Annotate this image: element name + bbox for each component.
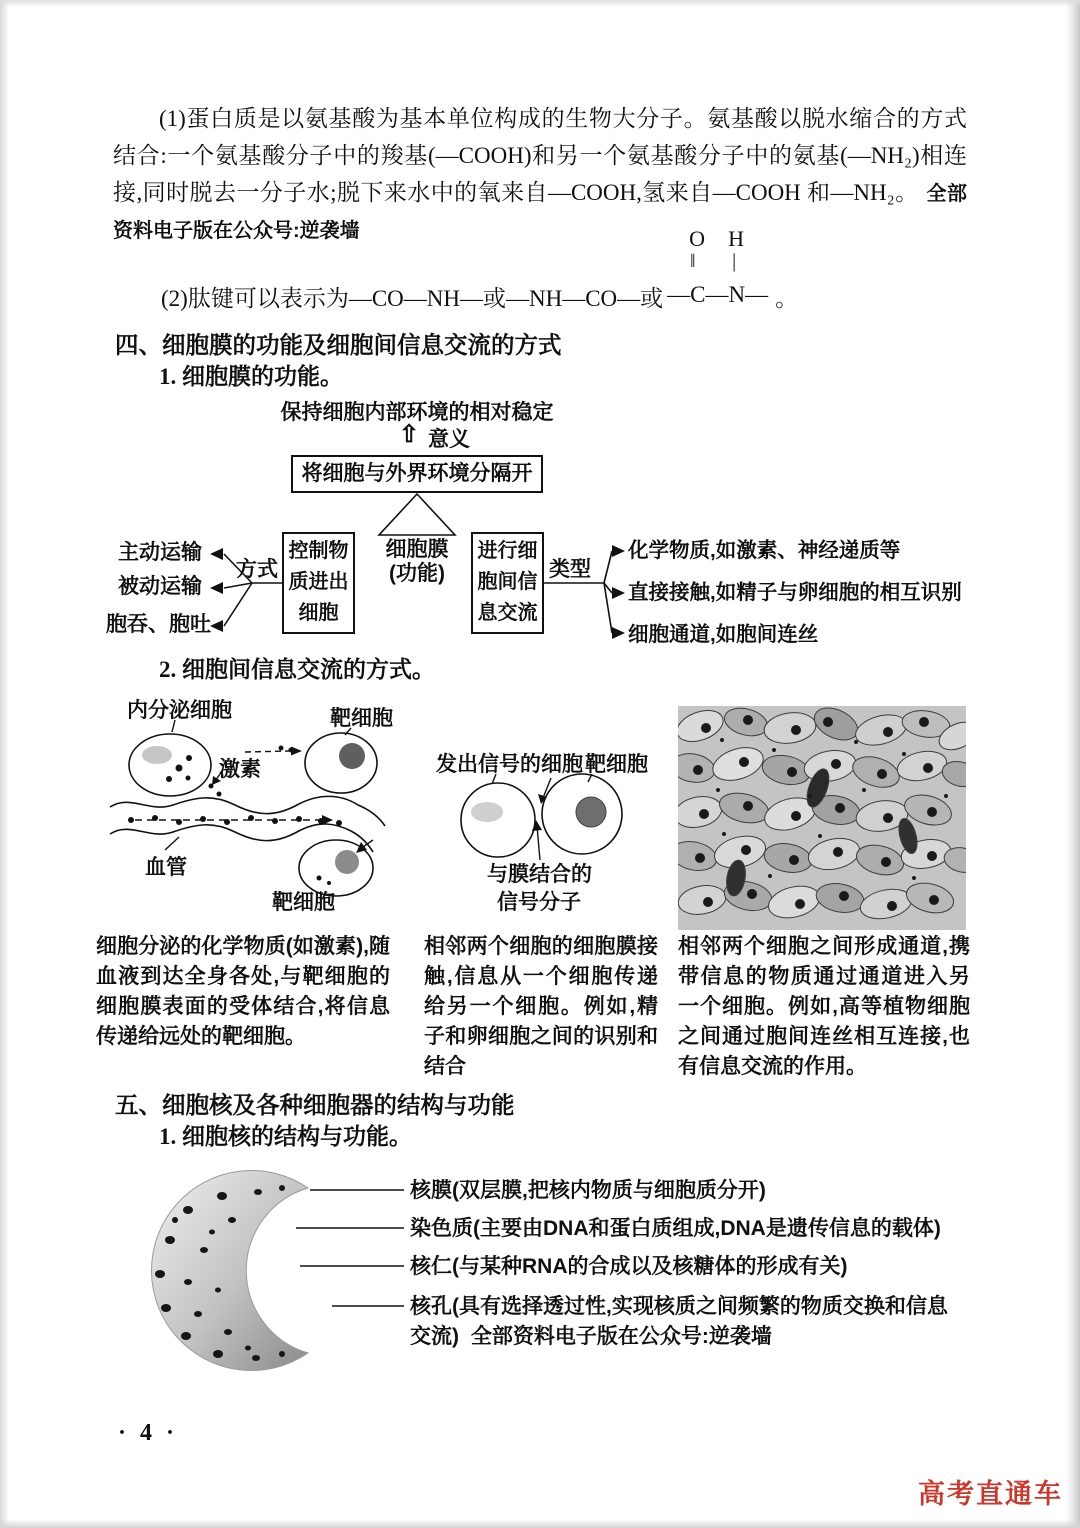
diagram-center-line1: 细胞膜 [385, 538, 449, 561]
hormone-label: 激素 [219, 758, 261, 781]
caption-hormone: 细胞分泌的化学物质(如激素),随血液到达全身各处,与靶细胞的细胞膜表面的受体结合,将信息传递给远处的靶细胞。 [96, 935, 390, 1048]
section4-heading: 四、细胞膜的功能及细胞间信息交流的方式 [115, 332, 562, 358]
scan-edge-bottom [0, 1519, 1080, 1528]
scan-edge-right [1066, 0, 1080, 1528]
diagram-top-text: 保持细胞内部环境的相对稳定 [280, 401, 554, 424]
diagram-arrow-label: 意义 [428, 428, 470, 451]
section5-heading: 五、细胞核及各种细胞器的结构与功能 [115, 1092, 515, 1118]
paragraph-protein-text: (1)蛋白质是以氨基酸为基本单位构成的生物大分子。氨基酸以脱水缩合的方式结合:一个氨基酸分子中的羧基(—COOH)和另一个氨基酸分子中的氨基(—NH₂)相连接,同时脱去一分子水;脱下来水中的氧来自—COOH,氢来自—COOH 和—NH₂。 [113, 106, 967, 205]
public-account-note: 全部资料电子版在公众号:逆袭墙 [113, 183, 967, 242]
double-bond-icon: ‖ [690, 251, 696, 272]
public-account-note-2: 全部资料电子版在公众号:逆袭墙 [470, 1325, 772, 1348]
nucleus-label-pore [410, 1292, 955, 1352]
caption-contact: 相邻两个细胞的细胞膜接触,信息从一个细胞传递给另一个细胞。例如,精子和卵细胞之间的识别和结合 [424, 935, 658, 1078]
nucleus-drawing [130, 1158, 360, 1383]
nucleus-label-chromatin: 染色质(主要由DNA和蛋白质组成,DNA是遗传信息的载体) [410, 1217, 941, 1240]
diagram-right-label: 类型 [549, 558, 591, 581]
section4-sub1: 1. 细胞膜的功能。 [159, 364, 343, 389]
diagram-left-label: 方式 [236, 558, 278, 581]
bound-signal-label-line2: 信号分子 [497, 891, 581, 914]
target-cell-bottom-label: 靶细胞 [272, 891, 335, 914]
diagram-left-item-0: 主动运输 [118, 541, 202, 564]
diagram-left-box: 控制物质进出细胞 [282, 532, 355, 634]
diagram-right-item-2: 细胞通道,如胞间连丝 [628, 623, 819, 646]
peptide-sentence-end: 。 [775, 286, 799, 311]
nucleus-label-nucleolus: 核仁(与某种RNA的合成以及核糖体的形成有关) [410, 1255, 848, 1278]
target-cell-nucleus [576, 797, 606, 827]
signal-cell-label: 发出信号的细胞 [436, 753, 583, 776]
bound-signal-label-line1: 与膜结合的 [487, 863, 592, 886]
diagram-left-item-2: 胞吞、胞吐 [106, 613, 211, 636]
target-top-nucleus [339, 743, 365, 769]
signal-cell-nucleus [471, 802, 503, 822]
nuclear-envelope-shape [151, 1171, 308, 1371]
diagram-center-line2: (功能) [389, 562, 445, 585]
oxygen-atom: O [689, 226, 706, 251]
watermark: 高考直通车 [918, 1479, 1063, 1509]
caption-channel: 相邻两个细胞之间形成通道,携带信息的物质通过通道进入另一个细胞。例如,高等植物细胞之间通过胞间连丝相互连接,也有信息交流的作用。 [678, 935, 970, 1078]
endocrine-cell-label: 内分泌细胞 [127, 699, 232, 722]
peptide-sentence: (2)肽键可以表示为—CO—NH—或—NH—CO—或 [161, 286, 664, 311]
diagram-left-item-1: 被动运输 [118, 575, 202, 598]
diagram-top-box: 将细胞与外界环境分隔开 [291, 455, 543, 493]
peptide-bond-structure [667, 228, 771, 306]
target-cell-top-label: 靶细胞 [330, 707, 393, 730]
nucleus-label-pore-text: 核孔(具有选择透过性,实现核质之间频繁的物质交换和信息交流) [410, 1295, 948, 1348]
section5-sub1: 1. 细胞核的结构与功能。 [159, 1124, 412, 1149]
diagram-right-item-1: 直接接触,如精子与卵细胞的相互识别 [628, 581, 962, 604]
scan-edge-left [0, 0, 9, 1528]
paragraph-protein [113, 100, 967, 251]
scan-edge-top [0, 0, 1080, 7]
hydrogen-atom: H [728, 226, 745, 251]
contact-target-label: 靶细胞 [585, 753, 648, 776]
peptide-chain: —C—N— [667, 282, 769, 307]
page-number: · 4 · [118, 1420, 179, 1446]
diagram-right-box: 进行细胞间信息交流 [471, 532, 544, 634]
nucleus-label-membrane: 核膜(双层膜,把核内物质与细胞质分开) [410, 1179, 766, 1202]
endocrine-nucleus [142, 746, 172, 764]
single-bond-icon: | [732, 250, 737, 272]
target-bottom-nucleus [335, 850, 359, 874]
micrograph-image [678, 706, 966, 930]
blood-vessel-label: 血管 [145, 856, 187, 879]
diagram-right-item-0: 化学物质,如激素、神经递质等 [628, 539, 901, 562]
paragraph-peptide-bond [115, 228, 969, 317]
up-arrow-icon: ⇧ [399, 421, 420, 448]
section4-sub2: 2. 细胞间信息交流的方式。 [159, 657, 435, 682]
